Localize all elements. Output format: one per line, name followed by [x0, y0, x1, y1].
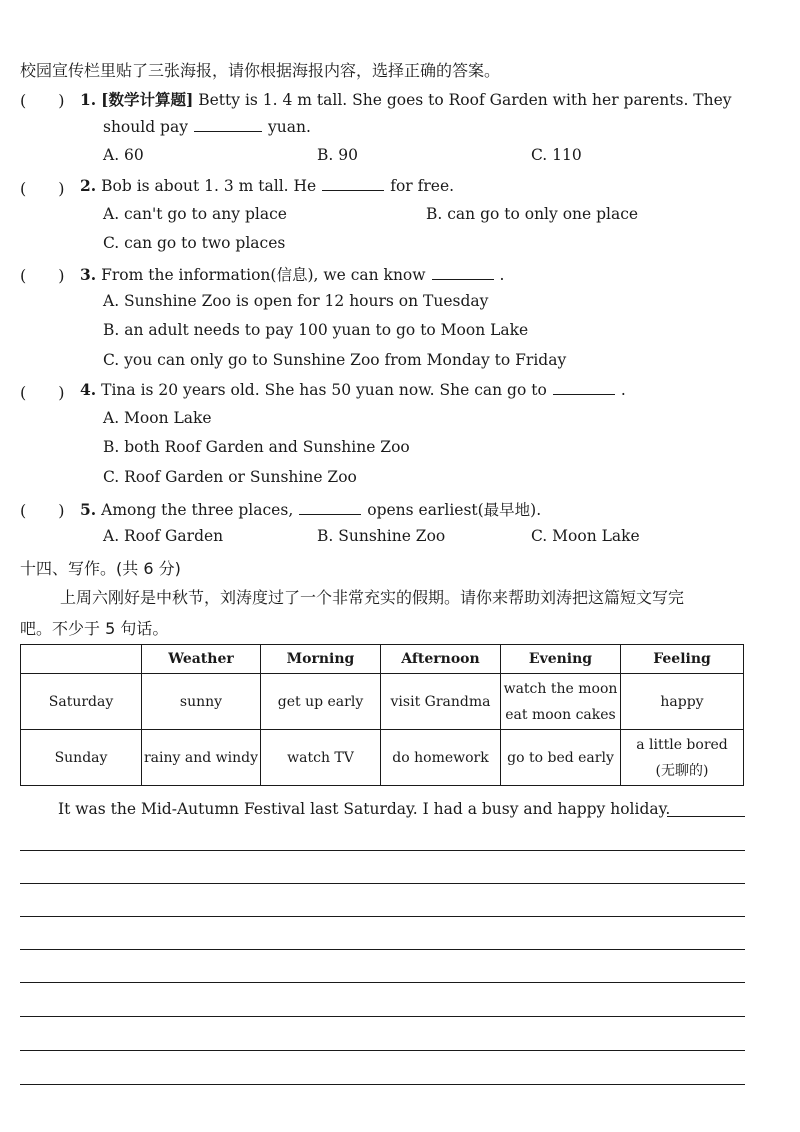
question-2	[80, 176, 454, 195]
answer-blank[interactable]	[194, 117, 262, 132]
question-number: 4.	[80, 380, 97, 399]
cell-line: (无聊的)	[655, 762, 709, 779]
table-header: Evening	[501, 645, 621, 674]
answer-bracket-q5[interactable]: ( )	[20, 501, 65, 520]
answer-bracket-q1[interactable]: ( )	[20, 91, 65, 110]
writing-line[interactable]	[20, 949, 745, 950]
question-5	[80, 498, 541, 520]
question-text: opens earliest(最早地).	[367, 501, 542, 519]
holiday-info-table	[20, 644, 744, 786]
cell-line: watch the moon	[503, 680, 618, 697]
writing-instructions-line1: 上周六刚好是中秋节，刘涛度过了一个非常充实的假期。请你来帮助刘涛把这篇短文写完	[60, 588, 685, 607]
table-header	[21, 645, 142, 674]
answer-blank[interactable]	[299, 500, 361, 515]
writing-line[interactable]	[20, 982, 745, 983]
option-a: A. 60	[103, 146, 144, 164]
table-cell: go to bed early	[501, 730, 621, 786]
writing-section-title: 十四、写作。(共 6 分)	[20, 559, 181, 578]
table-cell	[621, 730, 744, 786]
option-c: C. you can only go to Sunshine Zoo from Monday to Friday	[103, 351, 567, 369]
table-cell: do homework	[381, 730, 501, 786]
answer-bracket-q2[interactable]: ( )	[20, 179, 65, 198]
option-a: A. Sunshine Zoo is open for 12 hours on Tuesday	[103, 292, 489, 310]
question-1-line2	[103, 117, 311, 136]
question-text: .	[620, 381, 626, 399]
option-b: B. both Roof Garden and Sunshine Zoo	[103, 438, 410, 456]
option-c: C. Moon Lake	[531, 527, 640, 545]
writing-line[interactable]	[20, 883, 745, 884]
reading-instructions: 校园宣传栏里贴了三张海报，请你根据海报内容，选择正确的答案。	[20, 61, 501, 80]
question-text: for free.	[390, 177, 455, 195]
question-tag: [数学计算题]	[101, 90, 194, 109]
table-cell: Saturday	[21, 674, 142, 730]
table-row	[21, 730, 744, 786]
table-cell: rainy and windy	[142, 730, 261, 786]
question-text: should pay	[103, 118, 188, 136]
table-cell: watch TV	[261, 730, 381, 786]
question-text: yuan.	[267, 118, 311, 136]
option-c: C. can go to two places	[103, 234, 286, 252]
writing-line[interactable]	[20, 850, 745, 851]
option-a: A. can't go to any place	[103, 205, 287, 223]
question-4	[80, 380, 626, 399]
question-number: 3.	[80, 265, 97, 284]
question-text: Among the three places,	[101, 501, 294, 519]
writing-line[interactable]	[20, 1016, 745, 1017]
answer-blank[interactable]	[432, 265, 494, 280]
table-cell	[501, 674, 621, 730]
table-header-row	[21, 645, 744, 674]
table-header: Afternoon	[381, 645, 501, 674]
table-cell: visit Grandma	[381, 674, 501, 730]
question-text: Tina is 20 years old. She has 50 yuan now. She can go to	[101, 381, 547, 399]
question-number: 1.	[80, 90, 97, 109]
answer-bracket-q4[interactable]: ( )	[20, 383, 65, 402]
writing-line[interactable]	[20, 1050, 745, 1051]
writing-blank[interactable]	[667, 816, 745, 817]
table-cell: get up early	[261, 674, 381, 730]
question-number: 5.	[80, 500, 97, 519]
option-c: C. Roof Garden or Sunshine Zoo	[103, 468, 357, 486]
writing-line[interactable]	[20, 1084, 745, 1085]
writing-lead-sentence: It was the Mid-Autumn Festival last Saturday. I had a busy and happy holiday.	[58, 800, 671, 818]
option-b: B. can go to only one place	[426, 205, 639, 223]
table-cell: Sunday	[21, 730, 142, 786]
writing-line[interactable]	[20, 916, 745, 917]
question-1	[80, 88, 732, 110]
option-c: C. 110	[531, 146, 582, 164]
writing-instructions-line2: 吧。不少于 5 句话。	[20, 619, 169, 638]
option-a: A. Moon Lake	[103, 409, 212, 427]
answer-bracket-q3[interactable]: ( )	[20, 266, 65, 285]
option-b: B. Sunshine Zoo	[317, 527, 446, 545]
answer-blank[interactable]	[322, 176, 384, 191]
question-text: From the information(信息), we can know	[101, 266, 426, 284]
option-b: B. 90	[317, 146, 358, 164]
table-cell: sunny	[142, 674, 261, 730]
cell-line: a little bored	[636, 736, 728, 753]
cell-line: eat moon cakes	[505, 706, 616, 723]
option-a: A. Roof Garden	[103, 527, 224, 545]
question-text: Bob is about 1. 3 m tall. He	[101, 177, 317, 195]
table-row	[21, 674, 744, 730]
question-text: .	[499, 266, 505, 284]
question-number: 2.	[80, 176, 97, 195]
table-header: Weather	[142, 645, 261, 674]
answer-blank[interactable]	[553, 380, 615, 395]
option-b: B. an adult needs to pay 100 yuan to go to Moon Lake	[103, 321, 529, 339]
table-header: Morning	[261, 645, 381, 674]
table-header: Feeling	[621, 645, 744, 674]
table-cell: happy	[621, 674, 744, 730]
question-text: Betty is 1. 4 m tall. She goes to Roof Garden with her parents. They	[198, 91, 732, 109]
question-3	[80, 263, 504, 285]
